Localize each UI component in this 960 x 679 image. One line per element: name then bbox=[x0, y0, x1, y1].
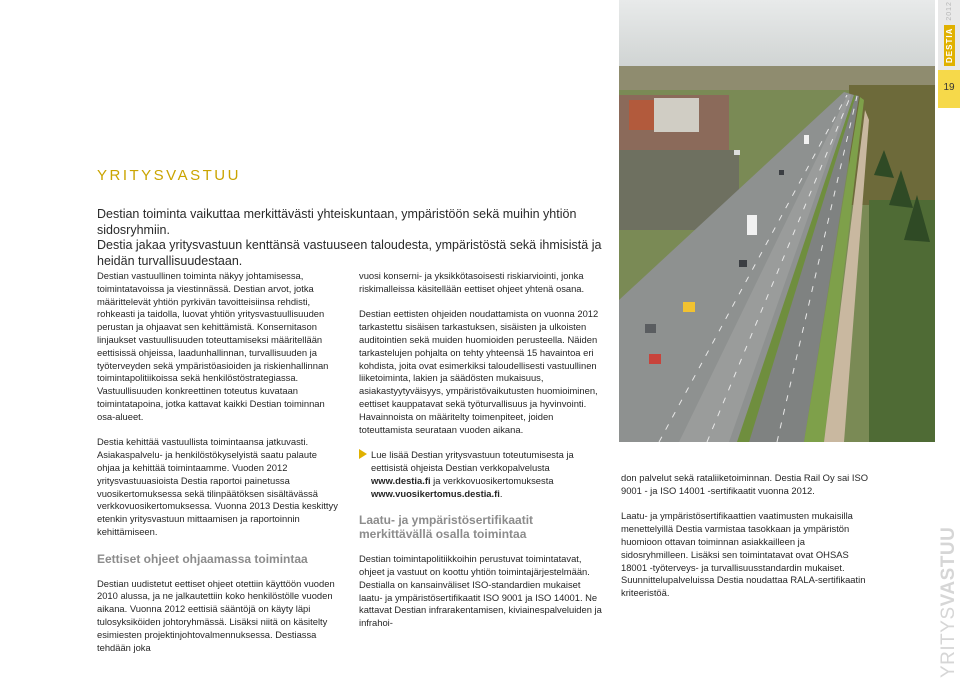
lead-line-1: Destian toiminta vaikuttaa merkittävästi yhteiskuntaan, ympäristöön sekä muihin yhtiön sidosryhmiin. bbox=[97, 207, 577, 237]
paragraph: Destian vastuullinen toiminta näkyy johtamisessa, toimintatavoissa ja viestinnässä. Destian arvot, jotka määrittelevät yhtiön pyrkivän tavoitteisiinsa rehdisti, rohkeasti ja taidolla, luovat yhtiön yritysvastuullisuuden perustan ja ohjaavat sen kehittämistä. Konsernitason linjaukset vastuullisuuden toteuttamiseksi määritellään eettisissä ohjeissa, laadunhallinnan, turvallisuuden ja työterveyden sekä ympäristöasioiden ja riskienhallinnan toimintapolitiikoissa sekä henkilöstöstrategiassa. Vastuullisuuden konkreettinen toteutus kuvataan toimintatapoina, jotka kattavat kaikki Destian toiminnan osa-alueet. bbox=[97, 270, 329, 422]
page-number: 19 bbox=[943, 82, 955, 93]
paragraph: Destian uudistetut eettiset ohjeet otettiin käyttöön vuoden 2010 alussa, ja ne jalkautettiin koko henkilöstölle vuoden aikana. Vuonna 2012 eettisiä sääntöjä on käyty läpi tulosyksiköiden johtoryhmässä. Lisäksi niitä on käsitelty esimiesten projektinjohtovalmennuksessa. Destiassa tehdään joka bbox=[97, 577, 335, 653]
highway-photo bbox=[619, 0, 935, 442]
destia-logo: DESTIA bbox=[944, 25, 955, 66]
paragraph: vuosi konserni- ja yksikkötasoisesti riskiarviointi, jonka riskimalleissa käsitellään eettiset ohjeet yhtenä osana. bbox=[359, 270, 585, 294]
paragraph: Laatu- ja ympäristösertifikaattien vaatimusten mukaisilla menettelyillä Destia varmistaa tasokkaan ja ympäristön huomioon ottavan toiminnan asiakkailleen ja sidosryhmilleen. Lisäksi sen toimintatavat ovat OHSAS 18001 -työterveys- ja turvallisuusstandardin mukaiset. Suunnittelupalveluissa Destia noudattaa RALA-sertifikaatin kriteeristöä. bbox=[621, 510, 866, 599]
read-more-text-2: ja verkkovuosikertomuksesta bbox=[430, 474, 554, 486]
paragraph: Destia kehittää vastuullista toimintaansa jatkuvasti. Asiakaspalvelu- ja henkilöstökyselyistä saatu palaute ohjaa ja kehittää toimintaamme. Vuoden 2012 yritysvastuuasioista Destia raportoi painetussa vuosikertomuksessa sekä tilinpäätöksen sisältävässä verkkovuosikertomuksessa. Vuonna 2013 Destia keskittyy etenkin yritysvastuun mittaamisen ja raportoinnin kehittämiseen. bbox=[97, 436, 338, 537]
paragraph: don palvelut sekä rataliiketoiminnan. Destia Rail Oy sai ISO 9001 - ja ISO 14001 -sertifikaatit vuonna 2012. bbox=[621, 472, 868, 496]
section-title: YRITYSVASTUU bbox=[97, 167, 241, 184]
brand-mark bbox=[938, 1, 960, 66]
read-more-text: Lue lisää Destian yritysvastuun toteutumisesta ja eettisistä ohjeista Destian verkkopalvelusta bbox=[371, 449, 574, 473]
read-more-end: . bbox=[499, 487, 503, 499]
annual-report-link[interactable]: www.vuosikertomus.destia.fi bbox=[371, 487, 500, 499]
text-column-1 bbox=[97, 270, 340, 667]
subheading-ethics: Eettiset ohjeet ohjaamassa toimintaa bbox=[97, 551, 308, 566]
read-more-note bbox=[359, 449, 603, 500]
lead-paragraph bbox=[97, 207, 607, 269]
arrow-icon bbox=[359, 449, 367, 459]
subheading-certificates: Laatu- ja ympäristösertifikaatit merkittävällä osalla toimintaa bbox=[359, 513, 534, 542]
paragraph: Destian toimintapolitiikkoihin perustuvat toimintatavat, ohjeet ja vastuut on koottu yhtiön toimintajärjestelmään. Destialla on kansainväliset ISO-standardien mukaiset laatu- ja ympäristösertifikaatit ISO 9001 ja ISO 14001. Ne kattavat Destian infrarakentamisen, kiviainespalveluiden ja infrahoi- bbox=[359, 553, 602, 629]
text-column-3 bbox=[621, 472, 869, 613]
side-title-part2: VASTUU bbox=[938, 526, 959, 607]
paragraph: Destian eettisten ohjeiden noudattamista on vuonna 2012 tarkastettu sisäisen tarkastuksen, sisäisten ja ulkoisten auditointien sekä muiden huomioiden perusteella. Näiden tarkastelujen pohjalta on tehty yhteensä 15 havaintoa eri kohdista, joita ovat esimerkiksi taloudellisesti vastuullinen liiketoiminta, lakien ja säädösten mukaisuus, asiakastyytyväisyys, ympäristövaikutusten huomioiminen, eettiset kauppatavat sekä työturvallisuus ja hyvinvointi. Havainnoista on määritelty toimenpiteet, joiden toteuttamista seurataan vuoden aikana. bbox=[359, 308, 599, 435]
side-section-title bbox=[938, 526, 960, 678]
text-column-2 bbox=[359, 270, 603, 643]
highway-photo-illustration bbox=[619, 0, 935, 442]
report-year: 2012 bbox=[945, 1, 953, 21]
side-title-part1: YRITYS bbox=[938, 606, 959, 678]
destia-link[interactable]: www.destia.fi bbox=[371, 474, 431, 486]
lead-line-2: Destia jakaa yritysvastuun kenttänsä vastuuseen taloudesta, ympäristöstä sekä ihmisistä ja heidän turvallisuudestaan. bbox=[97, 238, 602, 268]
